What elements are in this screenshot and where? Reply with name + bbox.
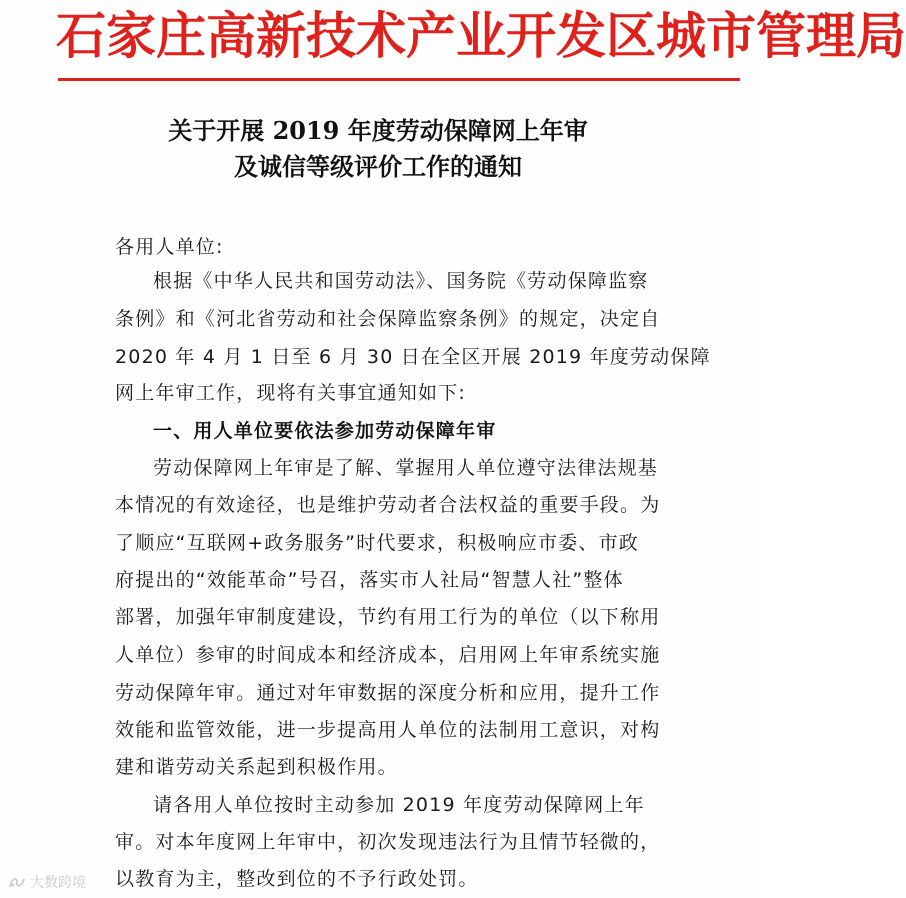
paragraph-3-line: 以教育为主，整改到位的不予行政处罚。 <box>115 868 479 890</box>
paragraph-2-line: 建和谐劳动关系起到积极作用。 <box>115 756 398 778</box>
salutation: 各用人单位: <box>115 236 224 258</box>
brand-logo-icon <box>8 875 26 889</box>
document-title-line-1: 关于开展 2019 年度劳动保障网上年审 <box>168 116 588 145</box>
paragraph-1-line: 网上年审工作，现将有关事宜通知如下: <box>115 382 467 404</box>
letterhead-org-name: 石家庄高新技术产业开发区城市管理局 <box>56 6 906 65</box>
section-1-heading: 一、用人单位要依法参加劳动保障年审 <box>153 420 497 442</box>
paragraph-2-line: 部署，加强年审制度建设，节约有用工行为的单位（以下称用 <box>115 606 661 628</box>
paragraph-2-line: 府提出的“效能革命”号召，落实市人社局“智慧人社”整体 <box>115 569 624 591</box>
paragraph-2-line: 了顺应“互联网+政务服务”时代要求，积极响应市委、市政 <box>115 532 640 554</box>
watermark-text: 大数跨境 <box>30 875 86 891</box>
paragraph-2-line: 劳动保障网上年审是了解、掌握用人单位遵守法律法规基 <box>153 457 659 479</box>
paragraph-1-line: 条例》和《河北省劳动和社会保障监察条例》的规定，决定自 <box>115 308 661 330</box>
watermark <box>8 872 86 892</box>
paragraph-1-line: 根据《中华人民共和国劳动法》、国务院《劳动保障监察 <box>153 270 649 292</box>
paragraph-1-line: 2020 年 4 月 1 日至 6 月 30 日在全区开展 2019 年度劳动保障 <box>115 346 711 368</box>
paragraph-2-line: 劳动保障年审。通过对年审数据的深度分析和应用，提升工作 <box>115 682 661 704</box>
paragraph-3-line: 请各用人单位按时主动参加 2019 年度劳动保障网上年 <box>153 794 645 816</box>
paragraph-3-line: 审。对本年度网上年审中，初次发现违法行为且情节轻微的， <box>115 831 661 853</box>
paragraph-2-line: 本情况的有效途径，也是维护劳动者合法权益的重要手段。为 <box>115 494 661 516</box>
paragraph-2-line: 效能和监管效能，进一步提高用人单位的法制用工意识，对构 <box>115 719 661 741</box>
document-title-line-2: 及诚信等级评价工作的通知 <box>234 152 522 181</box>
paragraph-2-line: 人单位）参审的时间成本和经济成本，启用网上年审系统实施 <box>115 644 661 666</box>
letterhead-red-rule <box>58 78 740 81</box>
